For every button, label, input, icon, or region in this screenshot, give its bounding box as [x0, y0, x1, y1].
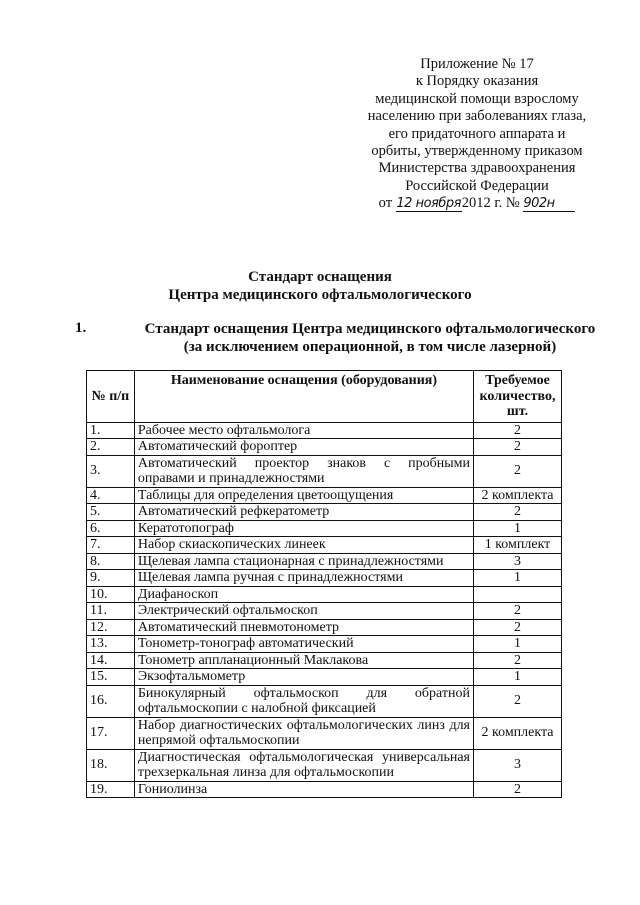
required-quantity: 2 комплекта	[474, 487, 562, 504]
document-title-line1: Стандарт оснащения	[248, 269, 392, 285]
order-date-line	[352, 195, 602, 212]
required-quantity: 1	[474, 520, 562, 537]
section-number: 1.	[75, 320, 87, 336]
table-row	[87, 685, 562, 717]
equipment-name: Электрический офтальмоскоп	[134, 603, 473, 620]
required-quantity: 2	[474, 619, 562, 636]
table-row	[87, 553, 562, 570]
equipment-name: Щелевая лампа стационарная с принадлежностями	[134, 553, 473, 570]
section-title-line2: (за исключением операционной, в том числе лазерной)	[183, 339, 557, 355]
header-name: Наименование оснащения (оборудования)	[134, 371, 473, 423]
row-number: 12.	[87, 619, 135, 636]
equipment-name: Экзофтальмометр	[134, 669, 473, 686]
table-row	[87, 586, 562, 603]
table-row	[87, 537, 562, 554]
equipment-name: Рабочее место офтальмолога	[134, 422, 473, 439]
row-number: 4.	[87, 487, 135, 504]
row-number: 13.	[87, 636, 135, 653]
table-body	[87, 422, 562, 798]
table-row	[87, 619, 562, 636]
table-row	[87, 603, 562, 620]
appendix-line: его придаточного аппарата и	[388, 125, 566, 142]
equipment-name: Таблицы для определения цветоощущения	[134, 487, 473, 504]
required-quantity: 3	[474, 749, 562, 781]
equipment-name: Тонометр аппланационный Маклакова	[134, 652, 473, 669]
equipment-name: Гониолинза	[134, 781, 473, 798]
table-row	[87, 520, 562, 537]
row-number: 11.	[87, 603, 135, 620]
required-quantity	[474, 586, 562, 603]
header-qty: Требуемое количество, шт.	[474, 371, 562, 423]
row-number: 14.	[87, 652, 135, 669]
table-row	[87, 749, 562, 781]
required-quantity: 2	[474, 781, 562, 798]
table-row	[87, 669, 562, 686]
required-quantity: 2	[474, 504, 562, 521]
row-number: 5.	[87, 504, 135, 521]
header-num: № п/п	[87, 371, 135, 423]
appendix-line: Министерства здравоохранения	[378, 160, 576, 177]
row-number: 8.	[87, 553, 135, 570]
section-title-line1: Стандарт оснащения Центра медицинского офтальмологического	[144, 321, 596, 337]
document-title	[0, 268, 640, 304]
equipment-name: Автоматический фороптер	[134, 439, 473, 456]
equipment-name: Набор диагностических офтальмологических линз для непрямой офтальмоскопии	[134, 717, 473, 749]
equipment-name: Автоматический рефкератометр	[134, 504, 473, 521]
table-header-row	[87, 371, 562, 423]
handwritten-order-number: 902н	[523, 197, 575, 212]
order-year: 2012 г. №	[461, 195, 520, 212]
equipment-name: Тонометр-тонограф автоматический	[134, 636, 473, 653]
table-row	[87, 636, 562, 653]
appendix-line: орбиты, утвержденному приказом	[371, 143, 583, 160]
row-number: 15.	[87, 669, 135, 686]
table-row	[87, 487, 562, 504]
row-number: 19.	[87, 781, 135, 798]
equipment-name: Автоматический пневмотонометр	[134, 619, 473, 636]
table-row	[87, 570, 562, 587]
table-row	[87, 422, 562, 439]
section-title	[120, 320, 620, 356]
table-row	[87, 439, 562, 456]
required-quantity: 1	[474, 636, 562, 653]
equipment-name: Диафаноскоп	[134, 586, 473, 603]
equipment-name: Диагностическая офтальмологическая универсальная трехзеркальная линза для офтальмоскопии	[134, 749, 473, 781]
required-quantity: 2	[474, 685, 562, 717]
row-number: 18.	[87, 749, 135, 781]
document-title-line2: Центра медицинского офтальмологического	[168, 287, 472, 303]
required-quantity: 1	[474, 570, 562, 587]
equipment-table	[86, 370, 562, 798]
required-quantity: 2	[474, 603, 562, 620]
required-quantity: 2 комплекта	[474, 717, 562, 749]
appendix-line: медицинской помощи взрослому	[375, 90, 579, 107]
handwritten-order-date: 12 ноября	[396, 196, 461, 212]
row-number: 10.	[87, 586, 135, 603]
required-quantity: 2	[474, 652, 562, 669]
row-number: 2.	[87, 439, 135, 456]
appendix-line: Российской Федерации	[405, 177, 549, 194]
table-row	[87, 717, 562, 749]
table-row	[87, 652, 562, 669]
required-quantity: 1	[474, 669, 562, 686]
row-number: 9.	[87, 570, 135, 587]
row-number: 3.	[87, 455, 135, 487]
appendix-line: населению при заболеваниях глаза,	[367, 108, 587, 125]
appendix-line: Приложение № 17	[420, 56, 534, 72]
required-quantity: 2	[474, 422, 562, 439]
equipment-name: Набор скиаскопических линеек	[134, 537, 473, 554]
equipment-name: Автоматический проектор знаков с пробными оправами и принадлежностями	[134, 455, 473, 487]
row-number: 6.	[87, 520, 135, 537]
table-row	[87, 504, 562, 521]
table-row	[87, 781, 562, 798]
required-quantity: 3	[474, 553, 562, 570]
equipment-name: Кератотопограф	[134, 520, 473, 537]
appendix-header	[352, 56, 602, 213]
order-prefix: от	[378, 195, 393, 212]
required-quantity: 1 комплект	[474, 537, 562, 554]
equipment-name: Щелевая лампа ручная с принадлежностями	[134, 570, 473, 587]
row-number: 16.	[87, 685, 135, 717]
row-number: 1.	[87, 422, 135, 439]
required-quantity: 2	[474, 439, 562, 456]
required-quantity: 2	[474, 455, 562, 487]
row-number: 7.	[87, 537, 135, 554]
row-number: 17.	[87, 717, 135, 749]
appendix-line: к Порядку оказания	[415, 73, 539, 90]
table-row	[87, 455, 562, 487]
equipment-name: Бинокулярный офтальмоскоп для обратной офтальмоскопии с налобной фиксацией	[134, 685, 473, 717]
